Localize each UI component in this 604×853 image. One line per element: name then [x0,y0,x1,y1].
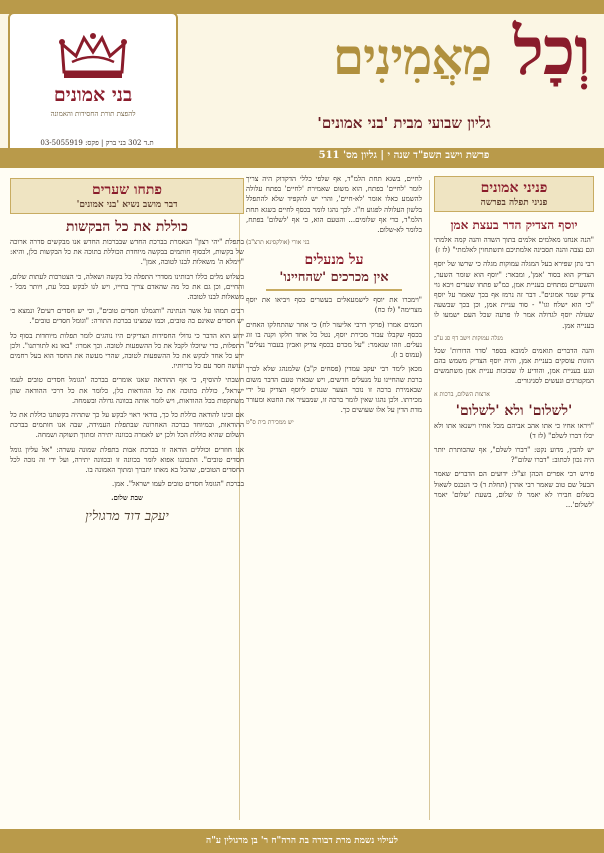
logo-box [8,12,178,154]
section-title: פתחו שערים [91,182,162,198]
newsletter-title [190,12,590,92]
article-paragraph: והנה הדברים תואמים למובא בספר 'סדר הדורות' שכל הזוגות עוסקים בעניית אמן, והיה יוסף הצדיק משמש בהם ונגע בעניית אמן, והודיע לו שבזכות עניית אמן משתמשים המקטרגים ונעשים לסניגורים. [434,346,594,386]
crown-icon [58,32,128,80]
article-paragraph: ידוע הוא הדבר כי גדולי החסידות הצדיקים היו נוהגים לומר תפלות מיוחדות בסוף כל התפלות, כדי שיוכלו לקבל את כל ההשפעות לטובה. וכך אמרו: "באו נא לתורתנו". ולכן ידע כל אחד לבקש את כל ההשפעות לטובה, שהרי מעשה את החסד הוא בעל רחמים ועושה חסד עם כל בריותיו. [10,331,244,371]
column-divider [429,180,430,820]
source-citation: בני אורי (אולקסינא תרצ"ב) [246,239,310,247]
article-subtitle: אין מכרכים 'שהחיינו' [279,270,389,286]
newsletter-subtitle: גליון שבועי מבית 'בני אמונים' [317,114,491,132]
masthead [0,0,604,168]
logo-name: בני אמונים [53,84,133,106]
article-paragraph: מכאן לימד רבי יעקב עמדין (פסחים ק"ב) שלמנהג שלא לברך ברכת שהחיינו על מנעלים חדשים, ויש שבארו טעם הדבר משום שבאמירת ברכה זו נזכר הצער שנגרם ליוסף הצדיק על ידי מכירתו. ולכן נהגו שאין לומר ברכה זו, שמבעיר את החטא ומעורר מדת הדין על אלו שעושים כך. [246,365,422,415]
source-citation: יש ממכירת בית ס"ט [246,419,294,427]
closing-line: שבת שלום. [111,493,143,503]
article-paragraph: "ויראו אחיו כי אתו אהב אביהם מכל אחיו וישנאו אתו ולא יכלו דברו לשלם" (לז ד) [434,421,594,440]
article-paragraph: בתפלת "יהי רצון" הנאמרת בברכת החדש שבברכות החדש אנו מבקשים סדרה ארוכה של בקשות, ולבסוף חותמים בבקשה מיוחדת הכוללת בתוכה את כל הבקשות כלן, והיא: "וימלא ה' משאלות לבנו לטובה, אמן". [10,238,244,267]
article-paragraph: פירש רבי אפרים הכהן זצ"ל: ידועים הם הדברים שאמר הבעל שם טוב שאמר רבי אהרן (תחלת ד) כי הנכנס לשאול בשלום חבירו לא יאמר לו שלום, בשעת 'שלום' יאמר 'לשלום'... [434,470,594,510]
footer-dedication: לעילוי נשמת מרת דבורה בת הרה"ח ר' בן מרגולין ע"ה [0,829,604,853]
contact-phone: ת.ד 302 בני ברק | פקס: 03-5055919 [40,139,154,147]
article-header [246,252,422,291]
article-paragraph: "וימכרו את יוסף לישמעאלים בעשרים כסף ויביאו את יוסף מצרימה" (לז כח) [246,296,422,315]
section-subtitle: דבר מושב נשיא 'בני אמונים' [76,200,178,210]
issue-line: פרשת וישב תשפ"ד שנה י | גליון מס' 511 [318,150,490,161]
section-header [434,176,594,212]
article-paragraph: חכמים אמרו (פרקי דרבי אליעזר לח) כי אחר שהתחלקו האחים בכסף שקבלו עבור מכירת יוסף, נטל כל אחד חלקו וקנה בו זוג נעלים. וזהו שנאמר: "על מכרם בכסף צדיק ואביון בעבור נעלים" (עמוס ב ו). [246,320,422,360]
source-citation: ארצות השלום, ברכות א [434,390,490,398]
article-paragraph: רבי נתן שפירא בעל המגלה עמוקות מגלה כי שרשו של יוסף הצדיק הוא בסוד 'אמן', ומבאר: "יוסף הוא שומר השער, והשערים נפתחים בעניית אמן, כמ"ש פתחו שערים ויבא גוי צדיק שמר אמונים". דבר זה נרמז אף בכך שאמר על יוסף "כי הוא ישלח וגו'" - סוד עניית אמן, וכן בכך שבשעה שעולה יוסף לגדולה אמר לו פרעה שכל העם ישמעו לו בענייה אמן. [434,260,594,330]
title-word-1: וְכָל [512,12,590,90]
section-title: פניני אמונים [480,180,548,196]
source-citation: מגלה עמוקות וישב דף סג ע"ב [434,334,503,342]
signature: יעקב דוד מרגולין [85,508,169,524]
article-paragraph: חשבתי להוסיף, כי אף ההודאה שאנו אומרים בברכה 'הגומל חסדים טובים לעמו ישראל', כוללת בתוכה את כל ההודאות כלן, כלומר את כל דרכי ההודאה שהן משתקפות בכל ההודאות, ויש לומר אותה בכוונה גדולה ובשמחה. [10,376,244,405]
section-subtitle: פניני תפלה בפרשה [480,198,548,208]
article-paragraph: יש להבין, מדוע נקט: "דברו לשלם", אף שהכותרת יותר היה נכון לכתוב: "דברו שלום"? [434,446,594,465]
divider [266,289,402,291]
middle-column [246,174,422,430]
article-title: 'לשלום' ולא 'לשלום' [455,402,573,419]
article-title: יוסף הצדיק הדר בעצת אמן [450,218,578,232]
article-paragraph: רבים תמהו על אשר הנתינה "ותגמלנו חסדים טובים", וכי יש חסדים רעים? ונמצא כי יש חסדים שאינם כה טובים, וכמו שמצינו בברכת התורה: "וגומל חסדים טובים". [10,307,244,326]
article-paragraph: אנו חוזרים וכוללים הודאה זו בברכת אבות בתפלת שמונה עשרה: "אל עליון גומל חסדים טובים". התכוננו אפוא לומר בכוונה זו ובכוונה יתירה, ועל ידי זה נזכה לכל החסדים הטובים, שהכל בא מאתו יתברך ומתוך האמונה בו. [10,445,244,475]
article-paragraph: אם זכינו להודאה כוללת כל כך, בודאי ראוי לבקש על כך שתהיה בקשתנו כוללת את כל ההודאות, ובמיוחד בברכה האחרונה שבתפלת העמידה, שבה אנו חותמים בברכת השלום שהיא כוללת הכל ולכן יש לאמרה בכוונה יתירה ומתוך תשוקה ושמחה. [10,411,244,440]
section-header [10,178,244,214]
left-column [10,178,244,524]
article-paragraph: לחיים, בשגא תחת הלמ"ד, אף שלפי כללי הדקדוק היה צריך לומר 'לחיים' בפתח, הוא משום שאמירת 'לחיים' בפתח עלולה להשמע כאלו אומר 'לא-חיים', והרי יש להקפיד שלא להתפלל בלשון העלולה לפגוע ח"ו. לכך נהגו לומר בכסף לחיים בשגא תחת הלמ"ד, כדי אף שלומים... והטעם הוא, כי אף 'לשלום' בפתח, כלומר לא-שלום. [246,175,422,235]
right-column [434,176,594,514]
article-paragraph: בברכת "הגומל חסדים טובים לעמו ישראל". אמן. [112,480,244,489]
logo-tagline: להפצת תורת החסידות והאמונה [50,110,136,118]
article-title: על מנעלים [304,252,364,269]
title-word-2: מַאֲמִינִים [332,27,491,86]
article-paragraph: "הנה אנחנו מאלמים אלמים בתוך השדה והנה קמה אלמתי וגם נצבה והנה תסבינה אלמתיכם ותשתחוין לאלמתי" (לז ז) [434,236,594,255]
article-title: כוללת את כל הבקשות [66,219,188,235]
article-paragraph: בשלוש מלים כללו רבותינו מסדרי התפלה כל בקשה ושאלה, כי הצטרכות לעתות שלום, והחיים, וכן גם את כל מה שהאדם צריך בחייו, ויש לנו לבקש בכל עת, ויותר מכל - משאלות לבנו לטובה. [10,272,244,302]
